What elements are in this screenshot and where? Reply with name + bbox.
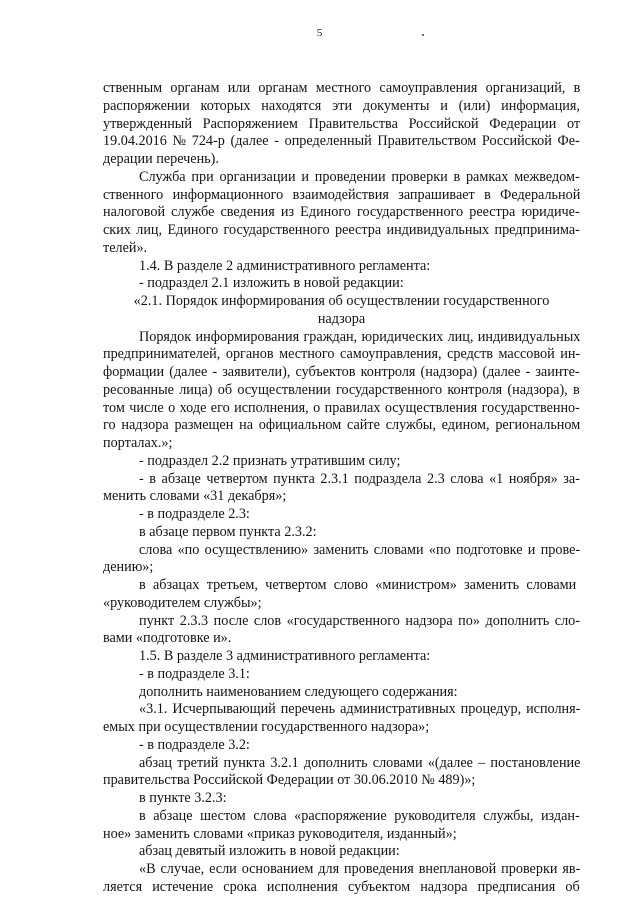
text-line: порталах.»; — [103, 435, 173, 451]
text-line: ное» заменить словами «приказ руководителя, изданный»; — [103, 825, 457, 842]
text-line: - в абзаце четвертом пункта 2.3.1 подраздела 2.3 слова «1 ноября» за- — [139, 470, 580, 487]
text-line: предпринимателей, органов местного самоуправления, средств массовой ин- — [103, 346, 581, 363]
text-line: «руководителем службы»; — [103, 594, 262, 611]
text-line: вами «подготовке и». — [103, 630, 232, 647]
text-line: в абзаце шестом слова «распоряжение руководителя службы, издан- — [139, 807, 580, 824]
scan-speck — [422, 34, 424, 36]
text-line: в абзаце первом пункта 2.3.2: — [139, 523, 317, 540]
text-line: в абзацах третьем, четвертом слово «министром» заменить словами — [139, 577, 577, 593]
text-line: - в подразделе 2.3: — [139, 506, 250, 522]
text-line: «В случае, если основанием для проведения внеплановой проверки яв- — [139, 861, 581, 877]
text-line: го надзора размещен на официальном сайте службы, едином, региональном — [103, 417, 581, 434]
text-line: 1.5. В разделе 3 административного регламента: — [139, 648, 431, 664]
text-line: - подраздел 2.2 признать утратившим силу; — [139, 452, 401, 469]
text-line: - в подразделе 3.2: — [139, 736, 250, 753]
text-line: формации (далее - заявители), субъектов контроля (надзора) (далее - заинте- — [103, 364, 580, 380]
text-line: «2.1. Порядок информирования об осуществлении государственного — [133, 293, 550, 309]
text-line: дерации перечень). — [103, 151, 219, 167]
text-line: слова «по осуществлению» заменить словами «по подготовке и прове- — [139, 541, 581, 558]
text-line: ских лиц, Единого государственного реестра индивидуальных предпринима- — [103, 222, 580, 238]
text-line: надзора — [317, 310, 366, 327]
text-line: телей». — [103, 239, 148, 256]
text-line: том числе о ходе его исполнения, о правилах осуществления государственно- — [103, 399, 580, 416]
text-line: «3.1. Исчерпывающий перечень административных процедур, исполня- — [139, 701, 581, 718]
text-line: емых при осуществлении государственного надзора»; — [103, 719, 430, 735]
text-line: пункт 2.3.3 после слов «государственного надзора по» дополнить сло- — [139, 612, 581, 629]
text-line: дению»; — [103, 559, 154, 576]
text-line: в пункте 3.2.3: — [139, 790, 227, 806]
text-line: 19.04.2016 № 724-р (далее - определенный Правительством Российской Фе- — [103, 133, 580, 150]
text-line: 1.4. В разделе 2 административного регламента: — [139, 257, 431, 274]
text-line: утвержденный Распоряжением Правительства Российской Федерации от — [103, 115, 581, 132]
text-line: - подраздел 2.1 изложить в новой редакции: — [139, 275, 404, 292]
text-line: - в подразделе 3.1: — [139, 665, 250, 682]
text-line: распоряжении которых находятся эти документы и (или) информация, — [103, 97, 580, 114]
page-number: 5 — [316, 27, 323, 39]
text-line: абзац третий пункта 3.2.1 дополнить словами «(далее – постановление — [139, 754, 581, 771]
text-line: правительства Российской Федерации от 30.06.2010 № 489)»; — [103, 772, 476, 789]
text-line: менить словами «31 декабря»; — [103, 488, 287, 505]
text-line: абзац девятый изложить в новой редакции: — [139, 843, 400, 860]
text-line: дополнить наименованием следующего содержания: — [139, 683, 458, 700]
text-line: налоговой службе сведения из Единого государственного реестра юридиче- — [103, 204, 580, 221]
text-line: ресованные лица) об осуществлении государственного контроля (надзора), в — [103, 381, 580, 398]
text-line: Порядок информирования граждан, юридических лиц, индивидуальных — [139, 328, 581, 345]
text-line: Служба при организации и проведении проверки в рамках межведом- — [139, 168, 580, 185]
text-line: ственным органам или органам местного самоуправления организаций, в — [103, 80, 581, 96]
text-line: ственного информационного взаимодействия запрашивает в Федеральной — [103, 186, 581, 203]
text-line: ляется истечение срока исполнения субъектом надзора предписания об — [103, 878, 580, 895]
